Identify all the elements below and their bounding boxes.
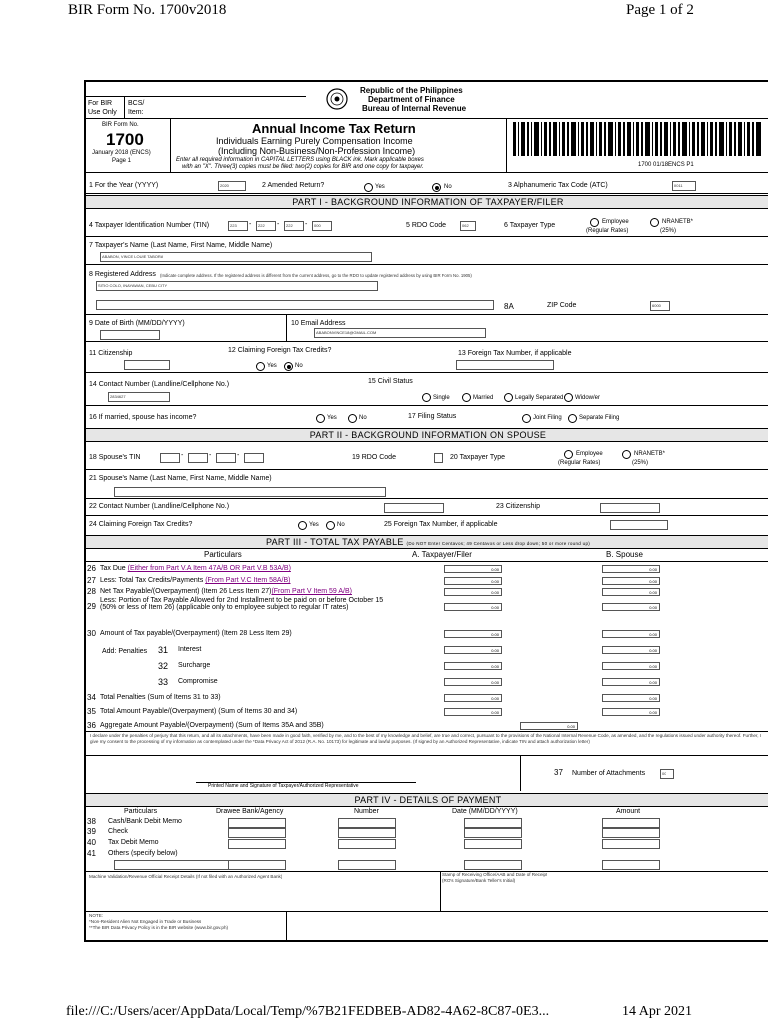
pct25-label: (25%) (660, 228, 677, 234)
attach-no: 37 (554, 768, 563, 777)
taxpayer-amount-input[interactable]: 0.00 (444, 662, 502, 670)
taxpayer-amount-input[interactable]: 0.00 (444, 565, 502, 573)
spouse-amount-input[interactable]: 0.00 (602, 662, 660, 670)
civil-married-radio[interactable] (462, 393, 471, 402)
spouse-income-label: 16 If married, spouse has income? (89, 414, 197, 421)
part3-note: (Do NOT Enter Centavos; 49 Centavos or Less drop down; 50 or more round up) (406, 541, 591, 546)
spouse-foreign-credit-yes-label: Yes (309, 522, 319, 528)
spouse-type-label: 20 Taxpayer Type (450, 454, 506, 461)
amended-no-label: No (444, 184, 452, 190)
amended-label: 2 Amended Return? (262, 182, 325, 189)
civil-separated-radio[interactable] (504, 393, 513, 402)
spouse-foreign-credit-label: 24 Claiming Foreign Tax Credits? (89, 521, 193, 528)
amount-input[interactable] (602, 828, 660, 838)
bank-input[interactable] (228, 828, 286, 838)
form-date: January 2018 (ENCS) (92, 150, 151, 156)
spouse-foreign-credit-yes-radio[interactable] (298, 521, 307, 530)
taxpayer-amount-input[interactable]: 0.00 (520, 722, 578, 730)
spouse-amount-input[interactable]: 0.00 (602, 565, 660, 573)
part3-item-text: Compromise (178, 678, 218, 685)
address-input-2[interactable] (96, 300, 494, 310)
others-bank-input[interactable] (228, 860, 286, 870)
spouse-foreign-credit-no-label: No (337, 522, 345, 528)
part3-item-label (100, 722, 324, 729)
part3-item-no: 33 (158, 677, 169, 687)
form-number: 1700 (106, 130, 144, 149)
date-input[interactable] (464, 818, 522, 828)
part3-item-label (100, 565, 291, 572)
p4-col-number: Number (354, 808, 379, 815)
spouse-income-yes-label: Yes (327, 415, 337, 421)
zip-input[interactable]: 6000 (652, 303, 661, 308)
part4-item-label: Tax Debit Memo (108, 839, 159, 846)
citizenship-input[interactable] (124, 360, 170, 370)
contact-label: 14 Contact Number (Landline/Cellphone No.) (89, 381, 230, 388)
spouse-contact-input[interactable] (384, 503, 444, 513)
atc-label: 3 Alphanumeric Tax Code (ATC) (508, 182, 608, 189)
declaration-text: I declare under the penalties of perjury that this return, and all its attachments, have been made in good faith, verified by me, and to the best of my knowledge and belief, are true and correct, pursuant to the provisions of the National Internal Revenue Code, as amended, and the regulations issued under authority thereof. Further, I give my consent to the processing of my information as contemplated under the *Data Privacy Act of 2012 (R.A. No. 10173) for legitimate and lawful purposes. (If signed by an Authorized Representative, indicate TIN and attach authorization letter) (90, 733, 762, 744)
form-no-label: BIR Form No. (102, 122, 139, 128)
zip-label: ZIP Code (547, 302, 577, 309)
part4-title: PART IV - DETAILS OF PAYMENT (86, 793, 768, 807)
spouse-pct25-label: (25%) (632, 460, 649, 466)
tin-input-2[interactable]: 222 (258, 223, 265, 228)
foreign-credit-yes-label: Yes (267, 363, 277, 369)
part3-item-text: Interest (178, 646, 202, 653)
part1-title: PART I - BACKGROUND INFORMATION OF TAXPAYER/FILER (86, 195, 768, 209)
spouse-income-no-radio[interactable] (348, 414, 357, 423)
foreign-credit-no-label: No (295, 363, 303, 369)
bir-label: Bureau of Internal Revenue (362, 104, 467, 113)
civil-status-label: 15 Civil Status (368, 378, 413, 385)
for-year-label: 1 For the Year (YYYY) (89, 182, 159, 189)
spouse-amount-input[interactable]: 0.00 (602, 694, 660, 702)
note-title: NOTE: (89, 913, 104, 918)
p4-col-particulars: Particulars (124, 808, 158, 815)
part3-title: PART III - TOTAL TAX PAYABLE (265, 537, 404, 547)
part3-item-text: Net Tax Payable/(Overpayment) (Item 26 Less Item 27) (100, 588, 272, 595)
part3-item-no: 29 (87, 602, 96, 611)
taxpayer-amount-input[interactable]: 0.00 (444, 646, 502, 654)
employee-label: Employee (602, 219, 629, 225)
amended-yes-label: Yes (375, 184, 385, 190)
widower-label: Widow/er (575, 395, 601, 401)
civil-widower-radio[interactable] (564, 393, 573, 402)
part3-item-link[interactable]: (From Part V Item 59 A/B) (271, 588, 352, 595)
spouse-income-no-label: No (359, 415, 367, 421)
married-label: Married (473, 395, 494, 401)
part4-item-no: 40 (87, 838, 96, 847)
part4-item-label: Others (specify below) (108, 850, 178, 857)
part3-item-text: Less: Total Tax Credits/Payments (100, 577, 206, 584)
stamp-label-2: (RO's Signature/Bank Teller's Initial) (442, 878, 516, 883)
spouse-citizenship-label: 23 Citizenship (496, 503, 540, 510)
spouse-foreign-tin-input[interactable] (610, 520, 668, 530)
spouse-type-employee-radio[interactable] (564, 450, 573, 459)
item-label: Item: (128, 109, 144, 116)
part3-item-text: Aggregate Amount Payable/(Overpayment) (Sum of Items 35A and 35B) (100, 722, 324, 729)
amended-yes-radio[interactable] (364, 183, 373, 192)
tin-input-4[interactable]: 000 (314, 223, 321, 228)
date-input[interactable] (464, 839, 522, 849)
amount-input[interactable] (602, 839, 660, 849)
part3-item-label (100, 694, 221, 701)
print-title: BIR Form No. 1700v2018 (68, 2, 227, 18)
spouse-name-input[interactable] (114, 487, 386, 497)
spouse-amount-input[interactable]: 0.00 (602, 678, 660, 686)
spouse-amount-input[interactable]: 0.00 (602, 646, 660, 654)
taxpayer-amount-input[interactable]: 0.00 (444, 588, 502, 596)
spouse-regular-rates-label: (Regular Rates) (558, 460, 601, 466)
spouse-foreign-tin-label: 25 Foreign Tax Number, if applicable (384, 521, 498, 528)
spouse-amount-input[interactable]: 0.00 (602, 588, 660, 596)
foreign-tin-label: 13 Foreign Tax Number, if applicable (458, 350, 572, 357)
tin-input-3[interactable]: 222 (286, 223, 293, 228)
foreign-tin-input[interactable] (456, 360, 554, 370)
tin-label: 4 Taxpayer Identification Number (TIN) (89, 222, 210, 229)
dof-label: Department of Finance (368, 95, 455, 104)
foreign-credit-yes-radio[interactable] (256, 362, 265, 371)
stamp-label-1: Stamp of Receiving Office/AAB and Date of Receipt (442, 872, 548, 877)
part3-item-label (100, 597, 400, 611)
rdo-label: 5 RDO Code (406, 222, 447, 229)
part3-item-no: 36 (87, 721, 96, 730)
add-penalties-label: Add: Penalties (102, 648, 148, 655)
machine-validation-label: Machine Validation/Revenue Official Receipt Details (If not filed with an Authorized Agent Bank) (89, 874, 283, 879)
tin-input-1[interactable]: 223 (230, 223, 237, 228)
dob-input[interactable] (100, 330, 160, 340)
contact-input[interactable]: 2834627 (110, 394, 126, 399)
signature-label: Printed Name and Signature of Taxpayer/Authorized Representative (208, 783, 359, 789)
part3-item-no: 27 (87, 576, 96, 585)
address-input-1[interactable]: SITIO COLO, INAYAWAN, CEBU CITY (98, 283, 168, 288)
instruction-2: with an "X". Three(3) copies must be filed: two(2) copies for BIR and one copy for taxpayer. (182, 164, 424, 170)
spouse-contact-label: 22 Contact Number (Landline/Cellphone No.) (89, 503, 230, 510)
taxpayer-amount-input[interactable]: 0.00 (444, 678, 502, 686)
p4-col-bank: Drawee Bank/Agency (216, 808, 284, 815)
part3-item-label (178, 646, 201, 653)
regular-rates-label: (Regular Rates) (586, 228, 629, 234)
page-count: Page 1 of 2 (626, 2, 694, 18)
spouse-type-nraneTB-radio[interactable] (622, 450, 631, 459)
citizenship-label: 11 Citizenship (89, 350, 133, 357)
part3-item-text: Total Amount Payable/(Overpayment) (Sum of Items 30 and 34) (100, 708, 298, 715)
spouse-citizenship-input[interactable] (600, 503, 660, 513)
spouse-income-yes-radio[interactable] (316, 414, 325, 423)
filing-separate-radio[interactable] (568, 414, 577, 423)
part3-item-text: Total Penalties (Sum of Items 31 to 33) (100, 694, 221, 701)
bank-input[interactable] (228, 839, 286, 849)
others-amount-input[interactable] (602, 860, 660, 870)
use-only-label: Use Only (88, 109, 117, 116)
amended-no-radio[interactable] (432, 183, 441, 192)
form-subtitle-2: (Including Non-Business/Non-Profession Income) (218, 146, 416, 156)
spouse-foreign-credit-no-radio[interactable] (326, 521, 335, 530)
foreign-credit-no-radio[interactable] (284, 362, 293, 371)
spouse-tin-input-1[interactable] (160, 453, 180, 463)
part3-item-link[interactable]: (From Part V.C Item 58A/B) (205, 577, 291, 584)
part4-item-no: 38 (87, 817, 96, 826)
number-input[interactable] (338, 839, 396, 849)
print-date: 14 Apr 2021 (622, 1004, 692, 1019)
barcode-image (511, 122, 767, 156)
part4-item-label: Check (108, 828, 128, 835)
part3-item-no: 32 (158, 661, 169, 671)
bir-form-1700: For BIR Use Only BCS/ Item: Republic of the Philippines Department of Finance Bureau of Internal Revenue BIR Form No. 1700 January 2018 (ENCS) Page 1 Annual Income Tax Return Individuals Earning Purely Compensation Income (Including Non-Business/Non-Profession Income) Enter all required information in CAPITAL LETTERS using BLACK ink. Mark applicable boxes with an "X". Three(3) copies must be filed: two(2) copies for BIR and one copy for taxpayer. 1700 01/18ENCS P1 1 For the Year (YYYY) 2020 2 Amended Return? Yes No 3 Alphanumeric Tax Code (ATC) II011 PART I - BACKGROUND INFORMATION OF TAXPAYER/FILER 4 Taxpayer Identification Number (TIN) 223 - 222 - 222 - 000 5 RDO Code 062 6 Taxpayer Type Employee (Regular Rates) NRANETB* (25%) 7 Taxpayer's Name (Last Name, First Name, Middle Name) ABABON, VINCE LOUIE TABORA 8 Registered Address (Indicate complete address. If the registered address is different from the current address, go to the RDO to update registered address by using BIR Form No. 1905) SITIO COLO, INAYAWAN, CEBU CITY 8A ZIP Code 6000 9 Date of Birth (MM/DD/YYYY) 10 Email Address ABABONVINCE18@GMAIL.COM 11 Citizenship 12 Claiming Foreign Tax Credits? Yes No 13 Foreign Tax Number, if applicable 14 Contact Number (Landline/Cellphone No.) 2834627 15 Civil Status Single Married Legally Separated Widow/er 16 If married, spouse has income? Yes No 17 Filing Status Joint Filing Separate Filing PART II - BACKGROUND INFORMATION ON SPOUSE 18 Spouse's TIN - - - 19 RDO Code 20 Taxpayer Type Employee (Regular Rates) NRANETB* (25%) 21 Spouse's Name (Last Name, First Name, Middle Name) 22 Contact Number (Landline/Cellphone No.) 23 Citizenship 24 Claiming Foreign Tax Credits? Yes No 25 Foreign Tax Number, if applicable PART III - TOTAL TAX PAYABLE (Do NOT Enter Centavos; 49 Centavos or Less drop down; 50 or more round up) Particulars A. Taxpayer/Filer B. Spouse 26 Tax Due (Either from Part V.A Item 47A/B OR Part V.B 53A/B) 0.00 0.00 27 Less: Total Tax Credits/Payments (From Part V.C Item 58A/B) 0.00 0.00 28 Net Tax Payable/(Overpayment) (Item 26 Less Item 27)(From Part V Item 59 A/B) 0.00 0.00 29 Less: Portion of Tax Payable Allowed for 2nd Installment to be paid on or before October 15 (50% or less of Item 26) (applicable only to employee subject to regular IT rates) 0.00 0.00 30 Amount of Tax payable/(Overpayment) (Item 28 Less Item 29) 0.00 0.00 31 Interest 0.00 0.00 32 Surcharge 0.00 0.00 33 Compromise 0.00 0.00 34 Total Penalties (Sum of Items 31 to 33) 0.00 0.00 35 Total Amount Payable/(Overpayment) (Sum of Items 30 and 34) 0.00 0.00 36 Aggregate Amount Payable/(Overpayment) (Sum of Items 35A and 35B) 0.00 Add: Penalties I declare under the penalties of perjury that this return, and all its attachments, have been made in good faith, verified by me, and to the best of my knowledge and belief, are true and correct, pursuant to the provisions of the National Internal Revenue Code, as amended, and the regulations issued under authority thereof. Further, I give my consent to the processing of my information as contemplated under the *Data Privacy Act of 2012 (R.A. No. 10173) for legitimate and lawful purposes. (If signed by an Authorized Representative, indicate TIN and attach authorization letter) 37 Number of Attachments 00 Printed Name and Signature of Taxpayer/Authorized Representative PART IV - DETAILS OF PAYMENT Particulars Drawee Bank/Agency Number Date (MM/DD/YYYY) Amount 38 Cash/Bank Debit Memo 39 Check 40 Tax Debit Memo 41 Others (specify below) Machine Validation/Revenue Official Receipt Details (If not filed with an Authorized Agent Bank) Stamp of Receiving Office/AAB and Date of Receipt (RO's Signature/Bank Teller's Initial) NOTE: *Non-Resident Alien Not Engaged in Trade or Business **The BIR Data Privacy Policy is in the BIR website (www.bir.gov.ph) (84, 80, 768, 942)
for-bir-label: For BIR (88, 100, 113, 107)
spouse-amount-input[interactable]: 0.00 (602, 577, 660, 585)
p4-col-amount: Amount (616, 808, 641, 815)
number-input[interactable] (338, 818, 396, 828)
form-page: Page 1 (112, 158, 132, 164)
spouse-amount-input[interactable]: 0.00 (602, 630, 660, 638)
others-number-input[interactable] (338, 860, 396, 870)
single-label: Single (433, 395, 450, 401)
joint-label: Joint Filing (533, 415, 562, 421)
email-input[interactable]: ABABONVINCE18@GMAIL.COM (316, 330, 377, 335)
nraneTB-label: NRANETB* (662, 219, 694, 225)
spouse-amount-input[interactable]: 0.00 (602, 603, 660, 611)
separate-label: Separate Filing (579, 415, 620, 421)
spouse-tin-label: 18 Spouse's TIN (89, 454, 141, 461)
col-spouse: B. Spouse (606, 550, 643, 559)
amount-input[interactable] (602, 818, 660, 828)
separated-label: Legally Separated (515, 395, 564, 401)
part4-item-label: Cash/Bank Debit Memo (108, 818, 182, 825)
foreign-credit-label: 12 Claiming Foreign Tax Credits? (228, 347, 332, 354)
part3-item-label (100, 708, 297, 715)
for-year-input[interactable]: 2020 (220, 183, 229, 188)
part3-item-label (178, 662, 210, 669)
bir-seal-icon (326, 88, 348, 110)
file-url: file:///C:/Users/acer/AppData/Local/Temp/%7B21FEDBEB-AD82-4A62-8C87-0E3... (66, 1004, 550, 1019)
zip-no: 8A (504, 302, 514, 311)
part3-item-no: 34 (87, 693, 96, 702)
part3-item-label (100, 630, 292, 637)
part4-item-no: 41 (87, 849, 96, 858)
spouse-tin-input-4[interactable] (244, 453, 264, 463)
date-input[interactable] (464, 828, 522, 838)
rdo-input[interactable]: 062 (462, 223, 469, 228)
type-employee-radio[interactable] (590, 218, 599, 227)
part3-item-link[interactable]: (Either from Part V.A Item 47A/B OR Part V.B 53A/B) (127, 565, 291, 572)
dob-label: 9 Date of Birth (MM/DD/YYYY) (89, 320, 185, 327)
note-2: **The BIR Data Privacy Policy is in the BIR website (www.bir.gov.ph) (89, 925, 229, 930)
spouse-name-label: 21 Spouse's Name (Last Name, First Name, Middle Name) (89, 475, 272, 482)
part4-item-no: 39 (87, 827, 96, 836)
form-subtitle-1: Individuals Earning Purely Compensation Income (216, 136, 413, 146)
taxpayer-amount-input[interactable]: 0.00 (444, 603, 502, 611)
part3-item-text: Tax Due (100, 565, 128, 572)
others-date-input[interactable] (464, 860, 522, 870)
attach-label: Number of Attachments (572, 770, 646, 777)
taxpayer-type-label: 6 Taxpayer Type (504, 222, 556, 229)
spouse-employee-label: Employee (576, 451, 603, 457)
taxpayer-amount-input[interactable]: 0.00 (444, 694, 502, 702)
filing-status-label: 17 Filing Status (408, 413, 457, 420)
note-1: *Non-Resident Alien Not Engaged in Trade or Business (89, 919, 202, 924)
address-label: 8 Registered Address (89, 271, 156, 278)
part3-item-text: Amount of Tax payable/(Overpayment) (Item 28 Less Item 29) (100, 630, 292, 637)
part3-item-label (100, 577, 291, 584)
part3-title-bar (86, 535, 768, 549)
taxpayer-amount-input[interactable]: 0.00 (444, 577, 502, 585)
name-input[interactable]: ABABON, VINCE LOUIE TABORA (102, 254, 164, 259)
part3-item-no: 28 (87, 587, 96, 596)
spouse-tin-input-2[interactable] (188, 453, 208, 463)
filing-joint-radio[interactable] (522, 414, 531, 423)
taxpayer-amount-input[interactable]: 0.00 (444, 708, 502, 716)
address-note: (Indicate complete address. If the registered address is different from the current address, go to the RDO to update registered address by using BIR Form No. 1905) (160, 273, 472, 278)
part3-item-text: Less: Portion of Tax Payable Allowed for 2nd Installment to be paid on or before October 15 (50% or less of Item 26) (applicable only to employee subject to regular IT rates) (100, 597, 384, 611)
taxpayer-amount-input[interactable]: 0.00 (444, 630, 502, 638)
type-nraneTB-radio[interactable] (650, 218, 659, 227)
form-title: Annual Income Tax Return (252, 121, 416, 136)
p4-col-date: Date (MM/DD/YYYY) (452, 808, 518, 815)
republic-label: Republic of the Philippines (360, 86, 463, 95)
instruction-1: Enter all required information in CAPITAL LETTERS using BLACK ink. Mark applicable boxes (176, 157, 424, 163)
part3-item-label (100, 588, 390, 596)
part3-item-no: 35 (87, 707, 96, 716)
spouse-rdo-input[interactable] (434, 453, 443, 463)
part3-item-text: Surcharge (178, 662, 211, 669)
part3-item-label (178, 678, 218, 685)
name-label: 7 Taxpayer's Name (Last Name, First Name, Middle Name) (89, 242, 273, 249)
number-input[interactable] (338, 828, 396, 838)
spouse-amount-input[interactable]: 0.00 (602, 708, 660, 716)
part3-item-no: 26 (87, 564, 96, 573)
part2-title: PART II - BACKGROUND INFORMATION ON SPOUSE (86, 428, 768, 442)
bcs-label: BCS/ (128, 100, 145, 107)
atc-input[interactable]: II011 (674, 183, 683, 188)
bank-input[interactable] (228, 818, 286, 828)
part3-item-no: 31 (158, 645, 169, 655)
part3-item-no: 30 (87, 629, 96, 638)
civil-single-radio[interactable] (422, 393, 431, 402)
attach-input[interactable]: 00 (662, 771, 667, 776)
spouse-tin-input-3[interactable] (216, 453, 236, 463)
spouse-nraneTB-label: NRANETB* (634, 451, 666, 457)
email-label: 10 Email Address (291, 320, 346, 327)
barcode-code: 1700 01/18ENCS P1 (638, 162, 694, 168)
spouse-rdo-label: 19 RDO Code (352, 454, 396, 461)
col-particulars: Particulars (204, 550, 242, 559)
col-taxpayer: A. Taxpayer/Filer (412, 550, 472, 559)
